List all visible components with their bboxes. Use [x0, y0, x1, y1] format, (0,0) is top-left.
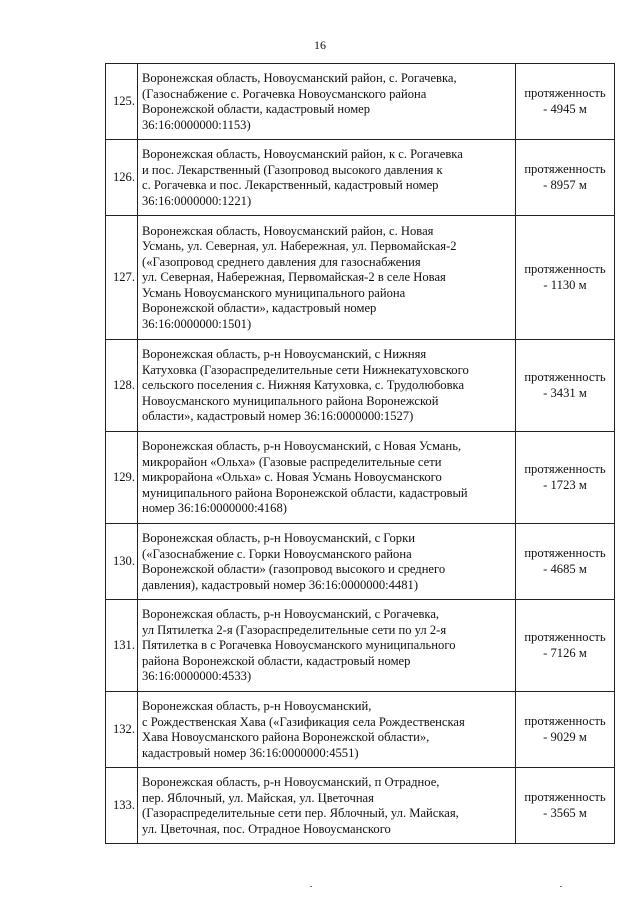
length-label: протяженность: [524, 86, 606, 100]
description-line: ул. Северная, Набережная, Первомайская-2 в селе Новая: [142, 270, 446, 285]
row-number: 129.: [106, 432, 138, 524]
object-description: [138, 524, 516, 600]
row-number: 131.: [106, 600, 138, 692]
row-number: 127.: [106, 216, 138, 340]
description-line: номер 36:16:0000000:4168): [142, 501, 287, 516]
description-line: Усмань Новоусманского муниципального района: [142, 285, 406, 300]
length-value: - 7126 м: [543, 645, 587, 660]
description-line: («Газопровод среднего давления для газоснабжения: [142, 254, 421, 269]
scan-speck: [560, 886, 562, 887]
length-cell: [516, 216, 615, 340]
description-line: Пятилетка в с Рогачевка Новоусманского муниципального: [142, 638, 456, 653]
description-line: давления), кадастровый номер 36:16:0000000:4481): [142, 577, 419, 592]
registry-table-body: [106, 64, 615, 844]
description-line: («Газоснабжение с. Горки Новоусманского района: [142, 546, 412, 561]
object-description: [138, 600, 516, 692]
description-line: муниципального района Воронежской области, кадастровый: [142, 485, 468, 500]
row-number: 132.: [106, 692, 138, 768]
length-label: протяженность: [524, 462, 606, 476]
length-label: протяженность: [524, 370, 606, 384]
description-line: ул Пятилетка 2-я (Газораспределительные сети по ул 2-я: [142, 622, 447, 637]
description-line: 36:16:0000000:1153): [142, 117, 251, 132]
description-line: 36:16:0000000:1221): [142, 193, 252, 208]
row-number: 130.: [106, 524, 138, 600]
row-number: 126.: [106, 140, 138, 216]
description-line: (Газораспределительные сети пер. Яблочный, ул. Майская,: [142, 806, 459, 820]
description-line: Воронежской области», кадастровый номер: [142, 301, 377, 316]
table-row: [106, 216, 615, 340]
length-label: протяженность: [524, 546, 606, 560]
object-description: [138, 216, 516, 340]
description-line: (Газоснабжение с. Рогачевка Новоусманского района: [142, 86, 427, 101]
description-line: Воронежской области, кадастровый номер: [142, 102, 371, 116]
description-line: и пос. Лекарственный (Газопровод высокого давления к: [142, 162, 443, 177]
table-row: [106, 524, 615, 600]
description-line: Воронежская область, р-н Новоусманский, с Новая Усмань,: [142, 439, 462, 454]
description-line: с. Рогачевка и пос. Лекарственный, кадастровый номер: [142, 178, 439, 192]
table-row: [106, 140, 615, 216]
scan-speck: [310, 886, 312, 887]
object-description: [138, 340, 516, 432]
object-description: [138, 432, 516, 524]
length-value: - 4945 м: [543, 101, 587, 116]
description-line: 36:16:0000000:4533): [142, 669, 252, 684]
description-line: области», кадастровый номер 36:16:0000000:1527): [142, 409, 414, 424]
description-line: микрорайон «Ольха» (Газовые распределительные сети: [142, 454, 442, 469]
description-line: Новоусманского муниципального района Воронежской: [142, 393, 439, 408]
length-value: - 9029 м: [543, 729, 587, 744]
length-value: - 8957 м: [543, 177, 587, 192]
description-line: Воронежская область, р-н Новоусманский, п Отрадное,: [142, 775, 440, 789]
table-row: [106, 432, 615, 524]
description-line: Воронежская область, р-н Новоусманский, с Горки: [142, 531, 415, 545]
length-cell: [516, 432, 615, 524]
length-cell: [516, 600, 615, 692]
length-cell: [516, 524, 615, 600]
description-line: Воронежская область, Новоусманский район, с. Рогачевка,: [142, 71, 457, 85]
length-label: протяженность: [524, 262, 606, 276]
length-value: - 1130 м: [543, 277, 587, 292]
description-line: сельского поселения с. Нижняя Катуховка, с. Трудолюбовка: [142, 378, 465, 393]
row-number: 125.: [106, 64, 138, 140]
page-number: 16: [314, 38, 326, 52]
length-label: протяженность: [524, 162, 606, 176]
description-line: микрорайона «Ольха» с. Новая Усмань Новоусманского: [142, 470, 442, 485]
description-line: района Воронежской области, кадастровый номер: [142, 653, 411, 668]
table-row: [106, 768, 615, 844]
length-value: - 3565 м: [543, 805, 587, 820]
length-value: - 1723 м: [543, 477, 587, 492]
description-line: с Рождественская Хава («Газификация села Рождественская: [142, 714, 465, 729]
description-line: 36:16:0000000:1501): [142, 316, 252, 331]
length-label: протяженность: [524, 630, 606, 644]
description-line: Воронежская область, Новоусманский район, к с. Рогачевка: [142, 147, 463, 161]
length-label: протяженность: [524, 790, 606, 804]
description-line: Воронежская область, Новоусманский район, с. Новая: [142, 223, 434, 238]
object-description: [138, 140, 516, 216]
description-line: Хава Новоусманского района Воронежской области»,: [142, 730, 430, 744]
table-row: [106, 692, 615, 768]
description-line: Катуховка (Газораспределительные сети Нижнекатуховского: [142, 362, 469, 377]
length-cell: [516, 692, 615, 768]
length-label: протяженность: [524, 714, 606, 728]
description-line: Воронежская область, р-н Новоусманский, с Нижняя: [142, 347, 427, 362]
row-number: 133.: [106, 768, 138, 844]
length-value: - 4685 м: [543, 561, 587, 576]
description-line: ул. Цветочная, пос. Отрадное Новоусманского: [142, 821, 391, 836]
row-number: 128.: [106, 340, 138, 432]
description-line: пер. Яблочный, ул. Майская, ул. Цветочная: [142, 790, 374, 805]
length-cell: [516, 768, 615, 844]
object-description: [138, 768, 516, 844]
description-line: Воронежская область, р-н Новоусманский, с Рогачевка,: [142, 607, 440, 622]
table-row: [106, 64, 615, 140]
length-value: - 3431 м: [543, 385, 587, 400]
table-row: [106, 340, 615, 432]
length-cell: [516, 340, 615, 432]
description-line: Усмань, ул. Северная, ул. Набережная, ул. Первомайская-2: [142, 239, 457, 254]
length-cell: [516, 140, 615, 216]
table-row: [106, 600, 615, 692]
description-line: кадастровый номер 36:16:0000000:4551): [142, 745, 359, 760]
gas-network-registry-table: [105, 63, 615, 844]
object-description: [138, 64, 516, 140]
description-line: Воронежская область, р-н Новоусманский,: [142, 699, 372, 713]
object-description: [138, 692, 516, 768]
description-line: Воронежской области» (газопровод высокого и среднего: [142, 562, 446, 576]
length-cell: [516, 64, 615, 140]
